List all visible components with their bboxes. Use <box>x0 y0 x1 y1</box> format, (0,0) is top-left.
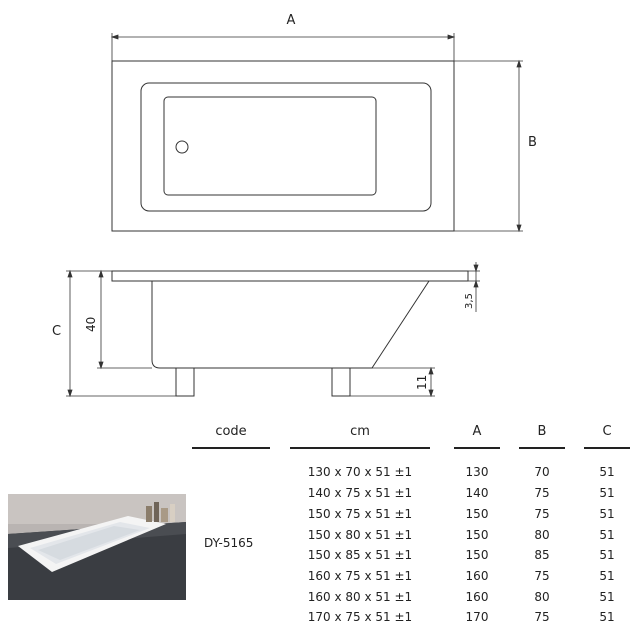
header-c: C <box>602 424 612 439</box>
size-cell: 150 x 85 x 51 ±1 <box>307 548 413 562</box>
tub-outer-rim <box>112 61 454 231</box>
header-a: A <box>472 424 482 439</box>
c-cell: 51 <box>599 569 615 583</box>
a-cell: 160 <box>465 590 489 604</box>
dimension-b-label: B <box>528 135 537 150</box>
header-cm-rule <box>290 447 430 449</box>
a-cell: 160 <box>465 569 489 583</box>
table-row <box>0 545 640 565</box>
dimension-c <box>66 271 176 396</box>
a-cell: 140 <box>465 486 489 500</box>
a-cell: 150 <box>465 548 489 562</box>
dimension-legs-label: 11 <box>415 374 429 390</box>
leg-left <box>176 368 194 396</box>
size-cell: 150 x 75 x 51 ±1 <box>307 507 413 521</box>
header-b: B <box>537 424 547 439</box>
c-cell: 51 <box>599 486 615 500</box>
c-cell: 51 <box>599 528 615 542</box>
table-row <box>0 525 640 545</box>
b-cell: 75 <box>534 610 550 624</box>
header-cm: cm <box>350 424 370 439</box>
c-cell: 51 <box>599 465 615 479</box>
dimension-a-label: A <box>286 13 296 28</box>
dimension-height <box>97 271 152 368</box>
c-cell: 51 <box>599 590 615 604</box>
b-cell: 80 <box>534 590 550 604</box>
tub-basin <box>164 97 376 195</box>
header-c-rule <box>584 447 630 449</box>
header-b-rule <box>519 447 565 449</box>
table-row <box>0 566 640 586</box>
product-code: DY-5165 <box>204 536 254 550</box>
b-cell: 70 <box>534 465 550 479</box>
dimension-a <box>112 33 454 61</box>
header-code-rule <box>192 447 270 449</box>
top-view <box>112 61 454 231</box>
dimension-c-label: C <box>52 324 62 339</box>
c-cell: 51 <box>599 610 615 624</box>
table-row <box>0 607 640 627</box>
table-row <box>0 504 640 524</box>
tub-body-side <box>152 281 429 368</box>
size-cell: 150 x 80 x 51 ±1 <box>307 528 413 542</box>
size-cell: 160 x 80 x 51 ±1 <box>307 590 413 604</box>
dimension-b <box>454 61 523 231</box>
b-cell: 75 <box>534 507 550 521</box>
drain-icon <box>176 141 188 153</box>
b-cell: 85 <box>534 548 550 562</box>
a-cell: 130 <box>465 465 489 479</box>
table-row <box>0 483 640 503</box>
a-cell: 150 <box>465 528 489 542</box>
leg-right <box>332 368 350 396</box>
size-cell: 140 x 75 x 51 ±1 <box>307 486 413 500</box>
table-row <box>0 587 640 607</box>
dimension-height-label: 40 <box>84 316 98 332</box>
header-a-rule <box>454 447 500 449</box>
a-cell: 150 <box>465 507 489 521</box>
dimension-rim-label: 3,5 <box>464 293 475 309</box>
tub-rim-side <box>112 271 468 281</box>
c-cell: 51 <box>599 548 615 562</box>
header-code: code <box>215 424 247 439</box>
b-cell: 75 <box>534 569 550 583</box>
b-cell: 75 <box>534 486 550 500</box>
c-cell: 51 <box>599 507 615 521</box>
table-row <box>0 462 640 482</box>
a-cell: 170 <box>465 610 489 624</box>
size-cell: 130 x 70 x 51 ±1 <box>307 465 413 479</box>
size-cell: 170 x 75 x 51 ±1 <box>307 610 413 624</box>
size-cell: 160 x 75 x 51 ±1 <box>307 569 413 583</box>
tub-inner-rim <box>141 83 431 211</box>
b-cell: 80 <box>534 528 550 542</box>
